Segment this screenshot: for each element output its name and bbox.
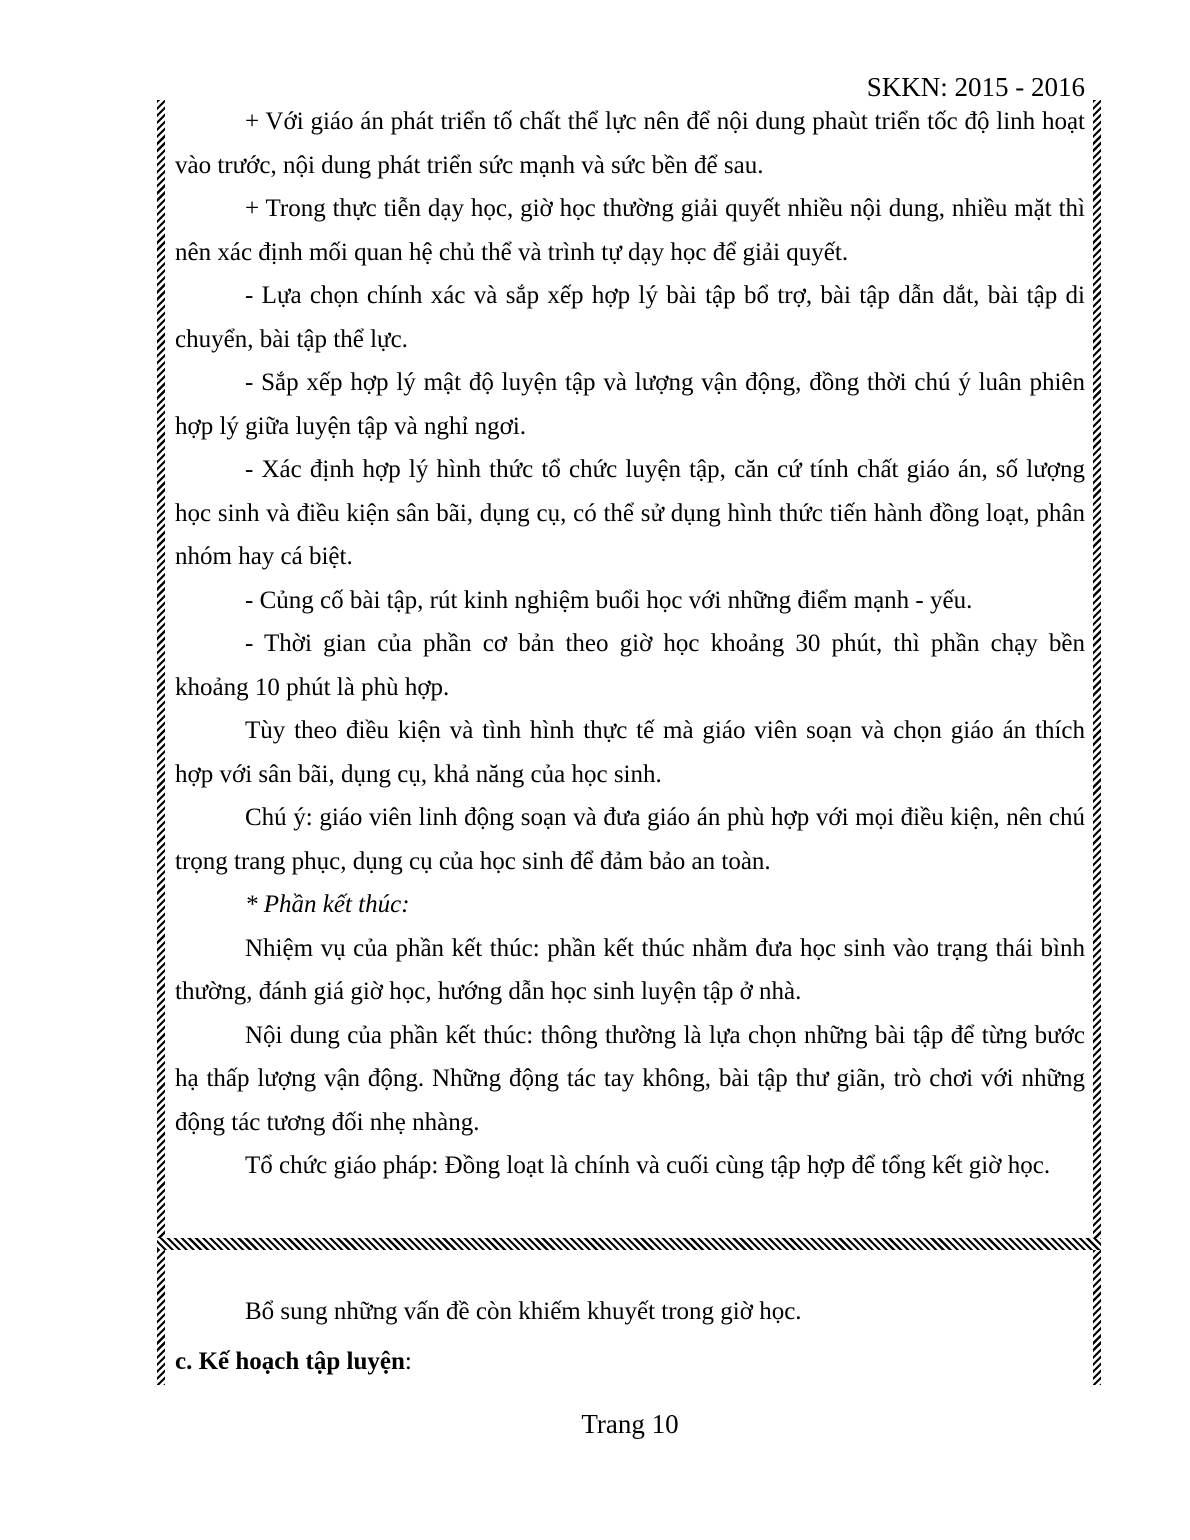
paragraph: - Xác định hợp lý hình thức tổ chức luyện tập, căn cứ tính chất giáo án, số lượng học sinh và điều kiện sân bãi, dụng cụ, có thể sử dụng hình thức tiến hành đồng loạt, phân nhóm hay cá biệt. — [175, 456, 1085, 570]
right-border-bottom — [1093, 1250, 1101, 1385]
paragraph: - Lựa chọn chính xác và sắp xếp hợp lý bài tập bổ trợ, bài tập dẫn dắt, bài tập di chuyển, bài tập thể lực. — [175, 282, 1085, 353]
section-heading-title: c. Kế hoạch tập luyện — [175, 1348, 405, 1375]
main-text — [175, 100, 1085, 1188]
paragraph: Nội dung của phần kết thúc: thông thường là lựa chọn những bài tập để từng bước hạ thấp lượng vận động. Những động tác tay không, bài tập thư giãn, trò chơi với những động tác tương đối nhẹ nhàng. — [175, 1021, 1085, 1136]
left-border-top — [157, 100, 165, 1240]
paragraph: Tổ chức giáo pháp: Đồng loạt là chính và cuối cùng tập hợp để tổng kết giờ học. — [245, 1152, 1051, 1179]
section-divider-border — [157, 1238, 1101, 1250]
paragraph: Chú ý: giáo viên linh động soạn và đưa giáo án phù hợp với mọi điều kiện, nên chú trọng trang phục, dụng cụ của học sinh để đảm bảo an toàn. — [175, 804, 1085, 875]
right-border-top — [1093, 100, 1101, 1240]
paragraph: + Với giáo án phát triển tố chất thể lực nên để nội dung phaùt triển tốc độ linh hoạt vào trước, nội dung phát triển sức mạnh và sức bền để sau. — [175, 108, 1085, 179]
paragraph: - Củng cố bài tập, rút kinh nghiệm buổi học với những điểm mạnh - yếu. — [245, 586, 973, 614]
left-border-bottom — [157, 1250, 165, 1385]
paragraph: Tùy theo điều kiện và tình hình thực tế mà giáo viên soạn và chọn giáo án thích hợp với sân bãi, dụng cụ, khả năng của học sinh. — [175, 717, 1085, 788]
paragraph: + Trong thực tiễn dạy học, giờ học thường giải quyết nhiều nội dung, nhiều mặt thì nên xác định mối quan hệ chủ thể và trình tự dạy học để giải quyết. — [175, 195, 1085, 266]
section-heading — [175, 1340, 412, 1384]
paragraph: Bổ sung những vấn đề còn khiếm khuyết trong giờ học. — [245, 1298, 802, 1325]
section-subheading: * Phần kết thúc: — [245, 891, 410, 918]
page-number: Trang 10 — [581, 1409, 679, 1439]
second-section-text — [175, 1290, 1085, 1334]
section-heading-colon: : — [404, 1348, 412, 1375]
paragraph: - Sắp xếp hợp lý mật độ luyện tập và lượng vận động, đồng thời chú ý luân phiên hợp lý giữa luyện tập và nghỉ ngơi. — [175, 369, 1085, 440]
paragraph: - Thời gian của phần cơ bản theo giờ học khoảng 30 phút, thì phần chạy bền khoảng 10 phút là phù hợp. — [175, 630, 1085, 701]
page-header: SKKN: 2015 - 2016 — [866, 72, 1085, 102]
paragraph: Nhiệm vụ của phần kết thúc: phần kết thúc nhằm đưa học sinh vào trạng thái bình thường, đánh giá giờ học, hướng dẫn học sinh luyện tập ở nhà. — [175, 934, 1085, 1005]
